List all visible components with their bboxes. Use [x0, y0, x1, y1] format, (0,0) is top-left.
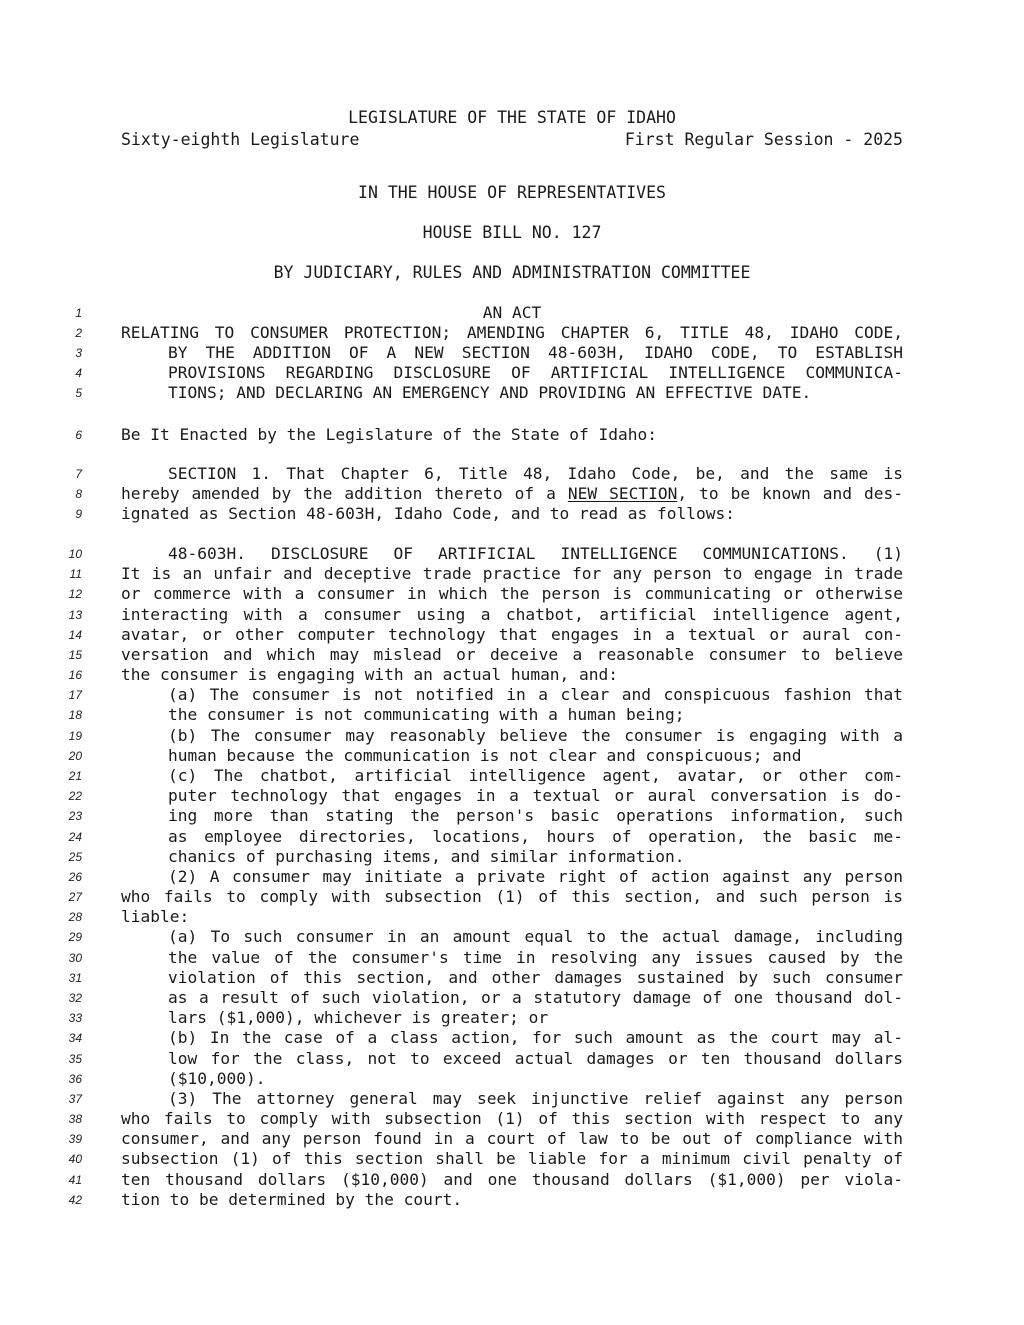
bill-line	[0, 464, 1024, 484]
line-text: (2) A consumer may initiate a private right of action against any person	[168, 866, 903, 886]
bill-line	[0, 705, 1024, 725]
bill-line	[0, 584, 1024, 604]
line-number: 23	[68, 809, 82, 824]
bill-line	[0, 1129, 1024, 1149]
line-number: 7	[75, 467, 82, 481]
line-number: 16	[68, 668, 82, 683]
bill-line	[0, 786, 1024, 806]
line-text: tion to be determined by the court.	[121, 1189, 463, 1209]
line-text: RELATING TO CONSUMER PROTECTION; AMENDING CHAPTER 6, TITLE 48, IDAHO CODE,	[121, 323, 903, 342]
bill-line	[0, 363, 1024, 383]
line-text: (a) To such consumer in an amount equal to the actual damage, including	[168, 927, 903, 947]
line-number: 20	[68, 748, 82, 763]
line-text: or commerce with a consumer in which the person is communicating or otherwise	[121, 584, 903, 604]
bill-line	[0, 564, 1024, 584]
line-number: 27	[68, 890, 82, 905]
line-text: PROVISIONS REGARDING DISCLOSURE OF ARTIFICIAL INTELLIGENCE COMMUNICA-	[168, 363, 903, 382]
bill-line	[0, 544, 1024, 564]
new-section-underline: NEW SECTION	[567, 484, 678, 503]
line-text: the value of the consumer's time in resolving any issues caused by the	[168, 947, 903, 967]
line-number: 21	[68, 768, 82, 783]
line-text: human because the communication is not clear and conspicuous; and	[168, 745, 802, 765]
bill-line	[0, 323, 1024, 343]
line-number: 36	[68, 1071, 82, 1086]
line-number: 2	[75, 326, 82, 340]
line-text: (3) The attorney general may seek injunctive relief against any person	[168, 1088, 903, 1108]
bill-line	[0, 1170, 1024, 1190]
line-number: 30	[68, 950, 82, 965]
line-number: 1	[75, 306, 82, 320]
bill-line	[0, 1109, 1024, 1129]
line-number: 17	[68, 688, 82, 703]
line-number: 26	[68, 869, 82, 884]
bill-line	[0, 887, 1024, 907]
line-number: 10	[68, 547, 82, 561]
sponsor-line: BY JUDICIARY, RULES AND ADMINISTRATION COMMITTEE	[273, 263, 751, 282]
line-number: 3	[75, 346, 82, 360]
line-number: 28	[68, 910, 82, 925]
bill-number: HOUSE BILL NO. 127	[422, 223, 602, 242]
bill-line	[0, 665, 1024, 685]
line-text: avatar, or other computer technology that engages in a textual or aural con-	[121, 624, 903, 644]
bill-line	[0, 343, 1024, 363]
line-text: ignated as Section 48-603H, Idaho Code, and to read as follows:	[121, 504, 735, 523]
line-text: BY THE ADDITION OF A NEW SECTION 48-603H, IDAHO CODE, TO ESTABLISH	[168, 343, 903, 362]
line-number: 11	[69, 567, 82, 582]
line-text: chanics of purchasing items, and similar information.	[168, 846, 685, 866]
bill-line	[0, 1089, 1024, 1109]
line-number: 41	[68, 1172, 82, 1187]
enacting-clause: Be It Enacted by the Legislature of the State of Idaho:	[121, 425, 658, 444]
line-number: 8	[75, 487, 82, 501]
line-number: 22	[68, 789, 82, 804]
session-label: First Regular Session - 2025	[624, 130, 903, 149]
line-text: (c) The chatbot, artificial intelligence agent, avatar, or other com-	[168, 765, 903, 785]
line-number: 42	[68, 1192, 82, 1207]
line-text: subsection (1) of this section shall be liable for a minimum civil penalty of	[121, 1149, 903, 1169]
line-text: as a result of such violation, or a statutory damage of one thousand dol-	[168, 987, 903, 1007]
bill-line	[0, 625, 1024, 645]
legislature-number: Sixty-eighth Legislature	[121, 130, 360, 149]
line-text	[121, 484, 903, 504]
line-text: 48-603H. DISCLOSURE OF ARTIFICIAL INTELLIGENCE COMMUNICATIONS. (1)	[168, 544, 903, 563]
bill-line	[0, 927, 1024, 947]
line-text: versation and which may mislead or deceive a reasonable consumer to believe	[121, 644, 903, 664]
line-number: 37	[68, 1091, 82, 1106]
line-number: 15	[68, 647, 82, 662]
bill-line	[0, 766, 1024, 786]
bill-line	[0, 484, 1024, 504]
bill-line	[0, 746, 1024, 766]
bill-line	[0, 847, 1024, 867]
line-number: 19	[68, 728, 82, 743]
line-text: puter technology that engages in a textual or aural conversation is do-	[168, 786, 903, 806]
line-number: 5	[75, 386, 82, 400]
line-number: 12	[68, 587, 82, 602]
section-heading: SECTION 1. That Chapter 6, Title 48, Idaho Code, be, and the same is	[168, 464, 903, 483]
line-text: who fails to comply with subsection (1) of this section with respect to any	[121, 1109, 903, 1129]
line-text: (b) The consumer may reasonably believe the consumer is engaging with a	[168, 725, 903, 745]
bill-line	[0, 867, 1024, 887]
line-number: 6	[75, 428, 82, 442]
bill-line	[0, 425, 1024, 445]
bill-line	[0, 988, 1024, 1008]
bill-line	[0, 1069, 1024, 1089]
legislature-title: LEGISLATURE OF THE STATE OF IDAHO	[348, 108, 676, 127]
line-text: lars ($1,000), whichever is greater; or	[168, 1008, 549, 1028]
line-text: It is an unfair and deceptive trade practice for any person to engage in trade	[121, 564, 903, 584]
line-text: liable:	[121, 907, 190, 927]
act-heading: AN ACT	[482, 303, 542, 322]
bill-line	[0, 948, 1024, 968]
line-text: as employee directories, locations, hours of operation, the basic me-	[168, 826, 903, 846]
line-number: 34	[68, 1031, 82, 1046]
line-text: ing more than stating the person's basic operations information, such	[168, 806, 903, 826]
line-number: 9	[75, 507, 82, 521]
line-text: violation of this section, and other damages sustained by such consumer	[168, 967, 903, 987]
bill-line	[0, 504, 1024, 524]
chamber-label: IN THE HOUSE OF REPRESENTATIVES	[358, 183, 666, 202]
line-number: 35	[68, 1051, 82, 1066]
bill-line	[0, 1008, 1024, 1028]
line-text: (b) In the case of a class action, for such amount as the court may al-	[168, 1028, 903, 1048]
bill-line	[0, 827, 1024, 847]
bill-line	[0, 685, 1024, 705]
line-number: 39	[68, 1132, 82, 1147]
line-number: 25	[68, 849, 82, 864]
bill-line	[0, 1028, 1024, 1048]
line-text: ($10,000).	[168, 1068, 266, 1088]
bill-line	[0, 383, 1024, 403]
bill-line	[0, 1049, 1024, 1069]
bill-line	[0, 726, 1024, 746]
line-number: 18	[68, 708, 82, 723]
bill-line	[0, 605, 1024, 625]
line-text-part: hereby amended by the addition thereto of a	[121, 484, 568, 503]
bill-line	[0, 907, 1024, 927]
line-text: (a) The consumer is not notified in a clear and conspicuous fashion that	[168, 685, 903, 705]
line-text: the consumer is not communicating with a human being;	[168, 705, 685, 725]
bill-line	[0, 806, 1024, 826]
line-number: 33	[68, 1011, 82, 1026]
line-text: who fails to comply with subsection (1) of this section, and such person is	[121, 887, 903, 907]
line-text: TIONS; AND DECLARING AN EMERGENCY AND PROVIDING AN EFFECTIVE DATE.	[168, 383, 812, 402]
line-text: consumer, and any person found in a court of law to be out of compliance with	[121, 1129, 903, 1149]
bill-line	[0, 1149, 1024, 1169]
line-number: 24	[68, 829, 82, 844]
line-number: 31	[68, 970, 82, 985]
line-number: 4	[75, 366, 82, 380]
line-text: the consumer is engaging with an actual human, and:	[121, 665, 619, 685]
bill-line	[0, 1190, 1024, 1210]
line-text: ten thousand dollars ($10,000) and one thousand dollars ($1,000) per viola-	[121, 1169, 903, 1189]
line-number: 40	[68, 1152, 82, 1167]
bill-line	[0, 303, 1024, 323]
line-number: 13	[68, 607, 82, 622]
line-text: interacting with a consumer using a chatbot, artificial intelligence agent,	[121, 604, 903, 624]
line-number: 29	[68, 930, 82, 945]
line-text: low for the class, not to exceed actual damages or ten thousand dollars	[168, 1048, 903, 1068]
line-number: 32	[68, 990, 82, 1005]
line-number: 38	[68, 1112, 82, 1127]
bill-line	[0, 645, 1024, 665]
line-number: 14	[68, 627, 82, 642]
line-text-part: , to be known and des-	[677, 484, 904, 503]
bill-line	[0, 968, 1024, 988]
